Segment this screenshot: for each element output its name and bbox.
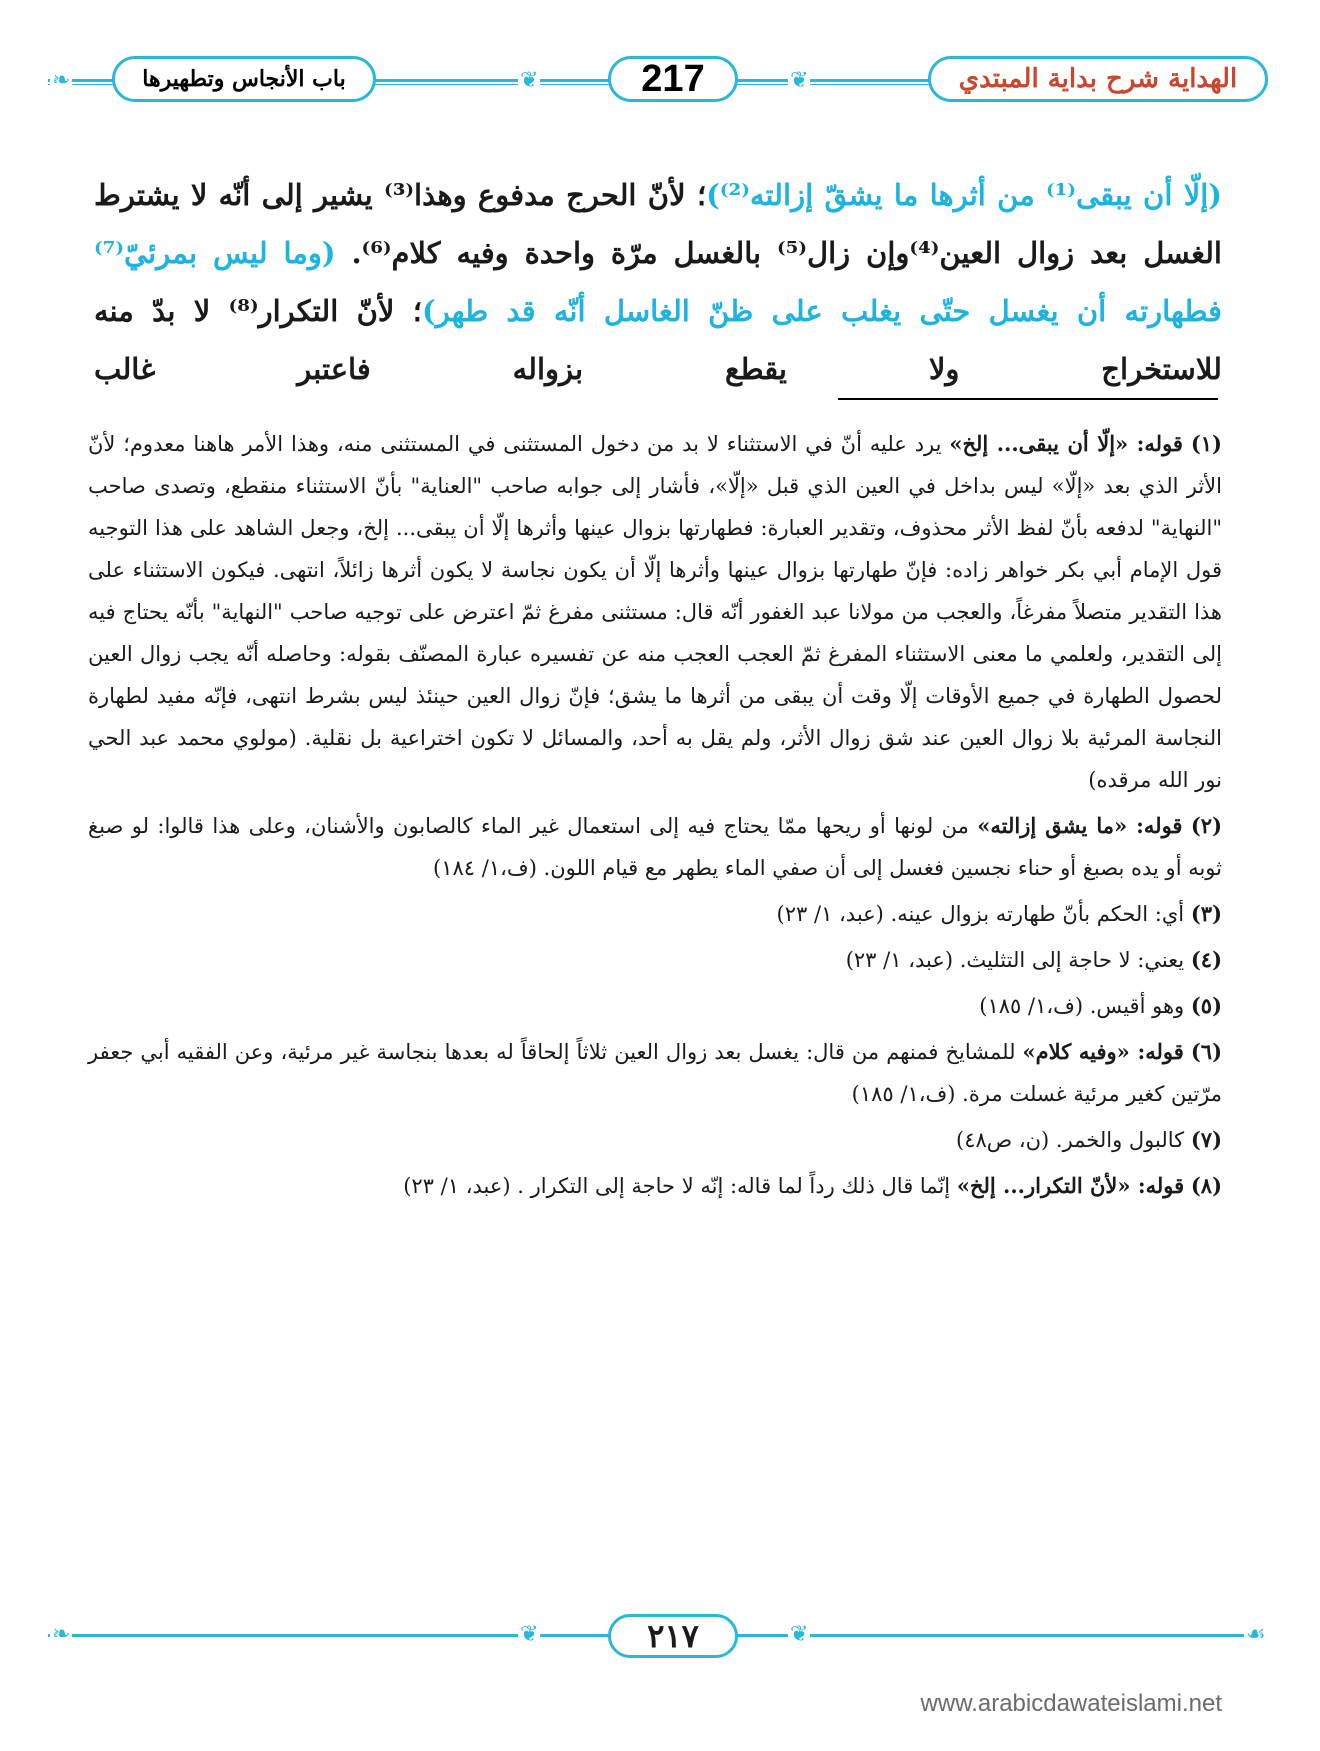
matn-quote: (وما ليس بمرئيّ⁽⁷⁾ فطهارته أن يغسل حتّى يغلب على ظنّ الغاسل أنّه قد طهر) [94, 236, 1222, 328]
scroll-ornament-icon: ❧ [52, 1622, 71, 1647]
footnote-divider [838, 398, 1218, 400]
footnote-4: (٤) يعني: لا حاجة إلى التثليث. (عبد، ١/ ٢٣) [845, 947, 1222, 972]
page-footer [48, 1612, 1268, 1666]
commentary-text: ؛ لأنّ الحرج مدفوع وهذا⁽³⁾ يشير إلى أنّه لا يشترط الغسل بعد زوال العين⁽⁴⁾وإن زال⁽⁵⁾ بالغسل مرّة واحدة وفيه كلام⁽⁶⁾. [94, 178, 1222, 270]
commentary-text: ؛ لأنّ التكرار⁽⁸⁾ لا بدّ منه للاستخراج ولا يقطع بزواله فاعتبر غالب [94, 294, 1222, 386]
footnote-6: (٦) قوله: «وفيه كلام» للمشايخ فمنهم من قال: يغسل بعد زوال العين ثلاثاً إلحاقاً له بعدها بنجاسة غير مرئية، وعن الفقيه أبي جعفر مرّتين كغير مرئية غسلت مرة. (ف،١/ ١٨٥) [88, 1039, 1222, 1106]
footnote-3: (٣) أي: الحكم بأنّ طهارته بزوال عينه. (عبد، ١/ ٢٣) [776, 901, 1222, 926]
chapter-title: باب الأنجاس وتطهيرها [112, 56, 376, 102]
footnote-7: (٧) كالبول والخمر. (ن، ص٤٨) [956, 1127, 1222, 1152]
scroll-ornament-icon: ❦ [520, 1622, 539, 1647]
footnote-2: (٢) قوله: «ما يشق إزالته» من لونها أو ريحها ممّا يحتاج فيه إلى استعمال غير الماء كالصابون والأشنان، وعلى هذا قالوا: لو صبغ ثوبه أو يده بصبغ أو حناء نجسين فغسل إلى أن صفي الماء يطهر مع قيام اللون. (ف،١/ ١٨٤) [88, 813, 1222, 880]
footnote-5: (٥) وهو أقيس. (ف،١/ ١٨٥) [979, 993, 1222, 1018]
website-url[interactable]: www.arabicdawateislami.net [920, 1690, 1222, 1717]
main-text [94, 166, 1222, 398]
footnotes [88, 423, 1222, 1211]
page-number: 217 [608, 56, 738, 102]
page-header [48, 48, 1268, 112]
scroll-ornament-icon: ❦ [790, 1622, 809, 1647]
scroll-ornament-icon: ❦ [790, 68, 809, 93]
footer-page-number: ٢١٧ [608, 1614, 738, 1658]
footnote-1: (١) قوله: «إلّا أن يبقى... إلخ» يرد عليه أنّ في الاستثناء لا بد من دخول المستثنى في المستثنى منه، وهذا الأمر هاهنا معدوم؛ لأنّ الأثر الذي بعد «إلّا» ليس بداخل في العين الذي قبل «إلّا»، فأشار إلى جوابه صاحب "العناية" بأنّ الاستثناء منقطع، وتصدى صاحب "النهاية" لدفعه بأنّ لفظ الأثر محذوف، وتقدير العبارة: فطهارتها بزوال عينها وأثرها إلّا أن يبقى... إلخ، وجعل الشاهد على هذا التوجيه قول الإمام أبي بكر خواهر زاده: فإنّ طهارتها بزوال عينها وأثرها إلّا أن يكون نجاسة لا يكون أثرها زائلاً، انتهى. فيكون الاستثناء على هذا التقدير متصلاً مفرغاً، والعجب من مولانا عبد الغفور أنّه قال: مستثنى مفرغ ثمّ اعترض على توجيه صاحب "النهاية" بأنّه يحتاج فيه إلى التقدير، ولعلمي ما معنى الاستثناء المفرغ ثمّ العجب العجب منه عن تفسيره عبارة المصنّف بقوله: وحاصله أنّه يجب زوال العين لحصول الطهارة في جميع الأوقات إلّا وقت أن يبقى من أثرها ما يشق؛ فإنّ زوال العين حينئذ ليس بشرط انتهى، فإنّه مفيد لطهارة النجاسة المرئية بلا زوال العين عند شق زوال الأثر، ولم يقل به أحد، والمسائل لا تكون اختراعية بل نقلية. (مولوي محمد عبد الحي نور الله مرقده) [88, 431, 1222, 792]
scroll-ornament-icon: ❧ [52, 68, 71, 93]
book-title: الهداية شرح بداية المبتدي [928, 56, 1268, 102]
main-paragraph [94, 166, 1222, 398]
matn-quote: (إلّا أن يبقى⁽¹⁾ من أثرها ما يشقّ إزالته⁽²⁾) [706, 178, 1223, 212]
scroll-ornament-icon: ☙ [1246, 1622, 1266, 1647]
scroll-ornament-icon: ❦ [520, 68, 539, 93]
footnote-8: (٨) قوله: «لأنّ التكرار... إلخ» إنّما قال ذلك رداً لما قاله: إنّه لا حاجة إلى التكرار . (عبد، ١/ ٢٣) [403, 1173, 1222, 1198]
